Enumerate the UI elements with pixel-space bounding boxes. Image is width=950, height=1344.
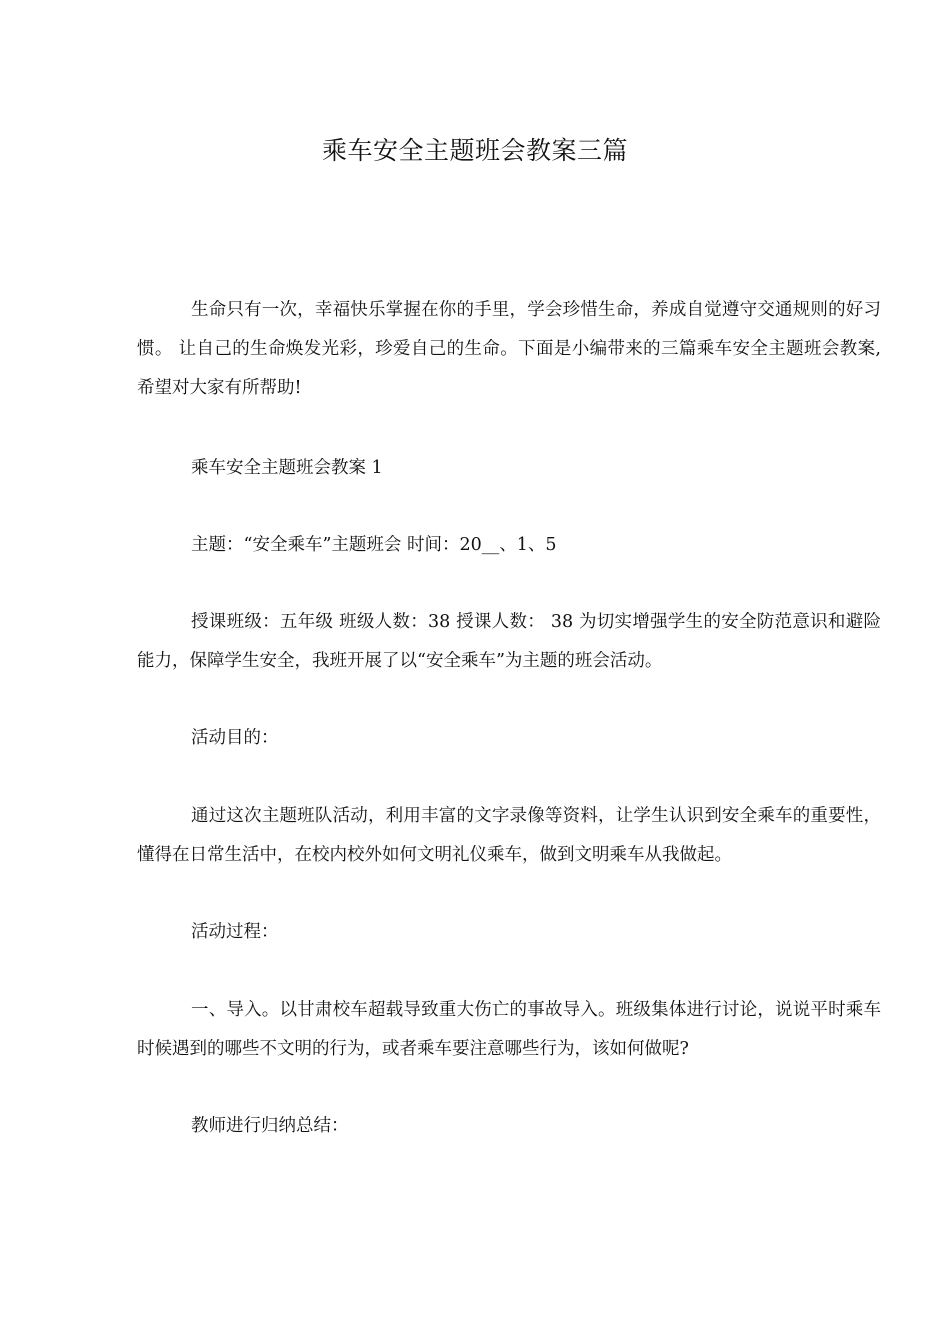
intro-paragraph: 生命只有一次，幸福快乐掌握在你的手里，学会珍惜生命，养成自觉遵守交通规则的好习惯。 让自己的生命焕发光彩，珍爱自己的生命。下面是小编带来的三篇乘车安全主题班会教案,希望对大家有所帮助! [137, 300, 881, 398]
teacher-summary-line: 教师进行归纳总结： [191, 1116, 349, 1136]
introduction-step-paragraph: 一、导入。以甘肃校车超载导致重大伤亡的事故导入。班级集体进行讨论，说说平时乘车时候遇到的哪些不文明的行为，或者乘车要注意哪些行为，该如何做呢? [137, 1000, 881, 1059]
activity-purpose-heading: 活动目的： [191, 728, 279, 748]
class-info-paragraph: 授课班级：五年级 班级人数：38 授课人数： 38 为切实增强学生的安全防范意识和避险能力，保障学生安全，我班开展了以“安全乘车”为主题的班会活动。 [137, 612, 881, 671]
activity-process-heading: 活动过程： [191, 922, 279, 942]
theme-time-line: 主题：“安全乘车”主题班会 时间：20__、1、5 [191, 535, 557, 555]
activity-purpose-paragraph: 通过这次主题班队活动，利用丰富的文字录像等资料，让学生认识到安全乘车的重要性，懂得在日常生活中，在校内校外如何文明礼仪乘车，做到文明乘车从我做起。 [137, 806, 881, 865]
section-heading: 乘车安全主题班会教案 1 [191, 458, 383, 478]
document-title: 乘车安全主题班会教案三篇 [321, 136, 628, 165]
